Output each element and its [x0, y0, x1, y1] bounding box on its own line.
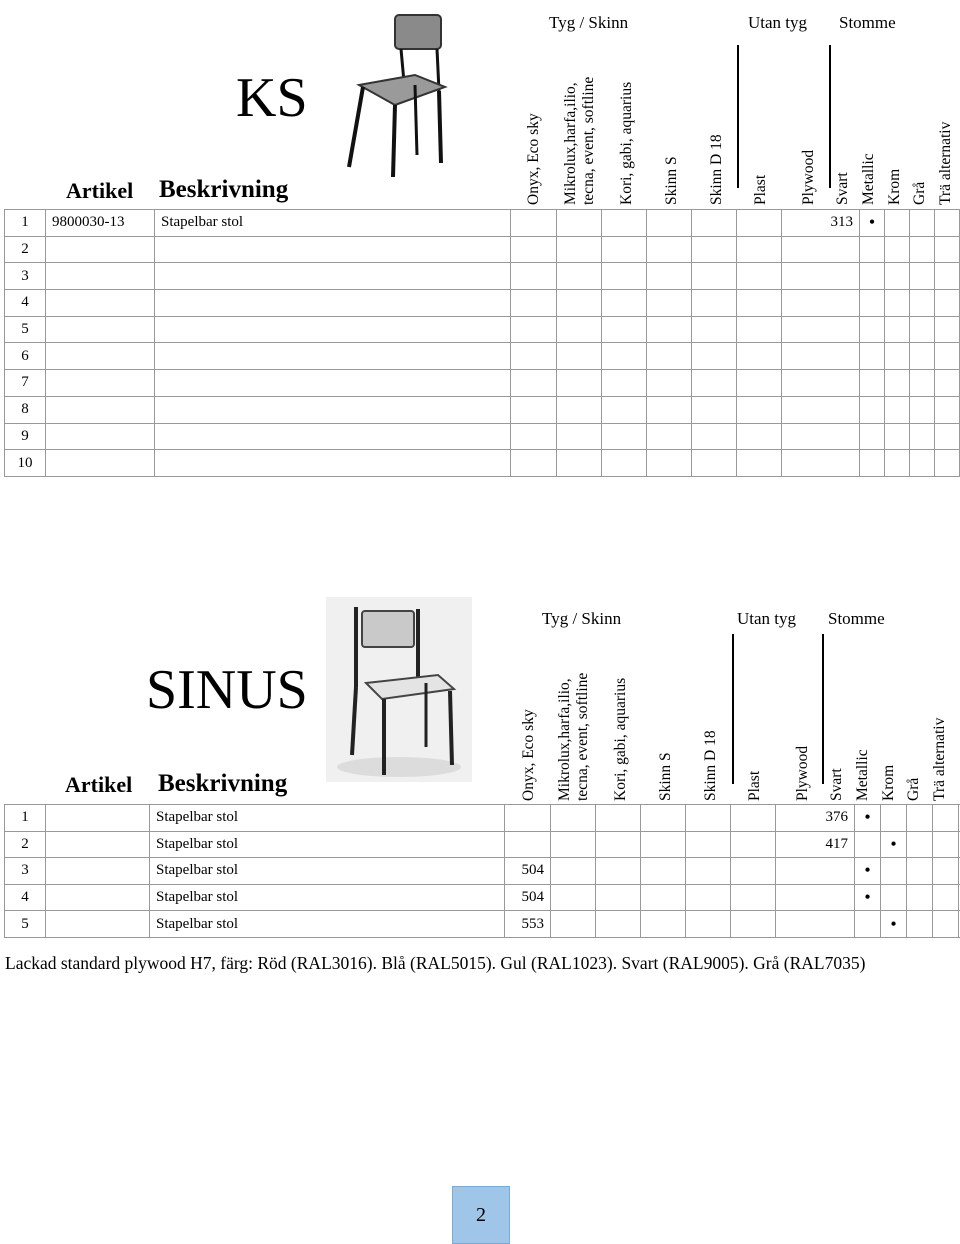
krom-cell — [907, 831, 933, 858]
metallic-cell — [885, 263, 910, 290]
kori-cell — [602, 370, 647, 397]
skinn-d18-cell — [692, 210, 737, 237]
plast-cell — [737, 290, 782, 317]
artikel-cell — [46, 396, 155, 423]
metallic-cell — [885, 210, 910, 237]
table-row — [5, 236, 960, 263]
option-header-krom: Krom — [880, 765, 898, 801]
plast-cell — [737, 450, 782, 477]
onyx-cell — [505, 805, 551, 832]
plast-cell — [737, 210, 782, 237]
beskrivning-cell: Stapelbar stol — [155, 210, 511, 237]
row-number: 6 — [5, 343, 46, 370]
col-header-beskrivning: Beskrivning — [159, 176, 288, 204]
metallic-cell — [881, 858, 907, 885]
skinn-s-cell — [647, 290, 692, 317]
skinn-s-cell — [647, 370, 692, 397]
group-header-frame: Stomme — [828, 609, 885, 629]
row-number: 10 — [5, 450, 46, 477]
option-header-tra: Trä alternativ — [937, 122, 955, 205]
mikrolux-cell — [557, 450, 602, 477]
gra-cell — [935, 343, 960, 370]
option-header-plast: Plast — [746, 771, 764, 801]
artikel-cell — [46, 884, 150, 911]
row-number: 2 — [5, 831, 46, 858]
onyx-cell — [511, 370, 557, 397]
onyx-cell — [511, 396, 557, 423]
svart-cell: • — [855, 805, 881, 832]
plast-cell — [731, 858, 776, 885]
plywood-cell — [782, 316, 860, 343]
kori-cell — [602, 236, 647, 263]
table-row — [5, 316, 960, 343]
beskrivning-cell: Stapelbar stol — [150, 805, 505, 832]
plast-cell — [731, 805, 776, 832]
beskrivning-cell — [155, 396, 511, 423]
mikrolux-cell — [557, 316, 602, 343]
group-header-no-fabric: Utan tyg — [737, 609, 796, 629]
option-header-kori: Kori, gabi, aquarius — [612, 678, 630, 801]
beskrivning-cell — [155, 236, 511, 263]
plywood-cell — [776, 884, 855, 911]
plast-cell — [737, 316, 782, 343]
row-number: 3 — [5, 263, 46, 290]
col-header-beskrivning: Beskrivning — [158, 770, 287, 798]
plywood-cell: 417 — [776, 831, 855, 858]
group-divider — [829, 45, 831, 188]
skinn-s-cell — [647, 316, 692, 343]
skinn-s-cell — [647, 210, 692, 237]
gra-cell — [933, 858, 959, 885]
krom-cell — [907, 884, 933, 911]
beskrivning-cell — [155, 450, 511, 477]
gra-cell — [935, 396, 960, 423]
svart-cell — [855, 911, 881, 938]
table-row — [5, 210, 960, 237]
onyx-cell: 504 — [505, 858, 551, 885]
svart-cell: • — [855, 884, 881, 911]
metallic-cell: • — [881, 831, 907, 858]
ks-chair-image — [335, 5, 455, 185]
option-header-krom: Krom — [886, 169, 904, 205]
onyx-cell — [511, 290, 557, 317]
table-row — [5, 805, 960, 832]
mikrolux-cell — [551, 805, 596, 832]
plast-cell — [731, 911, 776, 938]
plast-cell — [737, 236, 782, 263]
artikel-cell — [46, 858, 150, 885]
metallic-cell — [885, 450, 910, 477]
svart-cell — [860, 236, 885, 263]
skinn-s-cell — [647, 236, 692, 263]
sinus-article-table — [4, 804, 960, 938]
col-header-artikel: Artikel — [65, 772, 132, 798]
svart-cell — [855, 831, 881, 858]
group-divider — [737, 45, 739, 188]
row-number: 4 — [5, 290, 46, 317]
krom-cell — [910, 370, 935, 397]
artikel-cell: 9800030-13 — [46, 210, 155, 237]
skinn-s-cell — [647, 343, 692, 370]
option-header-skinn-s: Skinn S — [663, 156, 681, 205]
option-header-plywood: Plywood — [800, 150, 818, 205]
svart-cell — [860, 370, 885, 397]
svart-cell: • — [855, 858, 881, 885]
option-header-svart: Svart — [828, 768, 846, 801]
option-header-onyx: Onyx, Eco sky — [520, 709, 538, 801]
group-header-frame: Stomme — [839, 13, 896, 33]
metallic-cell — [881, 805, 907, 832]
onyx-cell: 504 — [505, 884, 551, 911]
option-header-gra: Grå — [905, 778, 923, 801]
table-row — [5, 831, 960, 858]
option-header-metallic: Metallic — [854, 749, 872, 801]
svart-cell: • — [860, 210, 885, 237]
table-row — [5, 858, 960, 885]
beskrivning-cell: Stapelbar stol — [150, 858, 505, 885]
svart-cell — [860, 263, 885, 290]
krom-cell — [910, 290, 935, 317]
metallic-cell — [885, 423, 910, 450]
gra-cell — [935, 263, 960, 290]
row-number: 2 — [5, 236, 46, 263]
option-header-plast: Plast — [752, 175, 770, 205]
skinn-s-cell — [641, 911, 686, 938]
plywood-cell — [782, 423, 860, 450]
artikel-cell — [46, 316, 155, 343]
mikrolux-cell — [557, 423, 602, 450]
krom-cell — [907, 858, 933, 885]
table-row — [5, 290, 960, 317]
skinn-s-cell — [647, 263, 692, 290]
skinn-d18-cell — [686, 805, 731, 832]
option-header-mikrolux-2: tecna, event, softline — [580, 77, 598, 205]
plywood-cell: 376 — [776, 805, 855, 832]
group-header-fabric: Tyg / Skinn — [542, 609, 621, 629]
plywood-cell: 313 — [782, 210, 860, 237]
table-row — [5, 911, 960, 938]
artikel-cell — [46, 450, 155, 477]
skinn-s-cell — [641, 805, 686, 832]
kori-cell — [596, 911, 641, 938]
option-header-metallic: Metallic — [860, 153, 878, 205]
mikrolux-cell — [557, 370, 602, 397]
row-number: 9 — [5, 423, 46, 450]
group-divider — [732, 634, 734, 784]
mikrolux-cell — [557, 263, 602, 290]
gra-cell — [933, 805, 959, 832]
kori-cell — [596, 858, 641, 885]
onyx-cell — [511, 263, 557, 290]
beskrivning-cell: Stapelbar stol — [150, 831, 505, 858]
metallic-cell — [881, 884, 907, 911]
beskrivning-cell: Stapelbar stol — [150, 884, 505, 911]
skinn-d18-cell — [686, 884, 731, 911]
skinn-d18-cell — [692, 370, 737, 397]
artikel-cell — [46, 831, 150, 858]
artikel-cell — [46, 423, 155, 450]
plywood-cell — [782, 263, 860, 290]
beskrivning-cell — [155, 370, 511, 397]
mikrolux-cell — [551, 911, 596, 938]
svart-cell — [860, 290, 885, 317]
plast-cell — [731, 884, 776, 911]
metallic-cell — [885, 316, 910, 343]
plywood-cell — [782, 396, 860, 423]
gra-cell — [935, 290, 960, 317]
artikel-cell — [46, 370, 155, 397]
beskrivning-cell — [155, 423, 511, 450]
onyx-cell — [511, 423, 557, 450]
option-header-svart: Svart — [834, 172, 852, 205]
beskrivning-cell — [155, 263, 511, 290]
krom-cell — [910, 236, 935, 263]
metallic-cell: • — [881, 911, 907, 938]
mikrolux-cell — [551, 858, 596, 885]
mikrolux-cell — [557, 236, 602, 263]
row-number: 8 — [5, 396, 46, 423]
kori-cell — [602, 290, 647, 317]
ks-article-table — [4, 209, 960, 477]
option-header-skinn-s: Skinn S — [657, 752, 675, 801]
metallic-cell — [885, 370, 910, 397]
group-divider — [822, 634, 824, 784]
skinn-d18-cell — [692, 236, 737, 263]
onyx-cell — [511, 343, 557, 370]
group-header-no-fabric: Utan tyg — [748, 13, 807, 33]
kori-cell — [596, 831, 641, 858]
svart-cell — [860, 396, 885, 423]
metallic-cell — [885, 236, 910, 263]
plast-cell — [737, 423, 782, 450]
skinn-d18-cell — [692, 263, 737, 290]
artikel-cell — [46, 805, 150, 832]
row-number: 4 — [5, 884, 46, 911]
gra-cell — [933, 911, 959, 938]
plywood-cell — [782, 343, 860, 370]
skinn-d18-cell — [686, 831, 731, 858]
row-number: 1 — [5, 805, 46, 832]
krom-cell — [910, 396, 935, 423]
footer-note: Lackad standard plywood H7, färg: Röd (RAL3016). Blå (RAL5015). Gul (RAL1023). Svart (RAL9005). Grå (RAL7035) — [5, 953, 865, 974]
product-title-ks: KS — [236, 70, 308, 126]
option-header-mikrolux-1: Mikrolux,harfa,ilio, — [556, 678, 574, 801]
option-header-plywood: Plywood — [794, 746, 812, 801]
plast-cell — [737, 263, 782, 290]
skinn-s-cell — [647, 450, 692, 477]
onyx-cell: 553 — [505, 911, 551, 938]
gra-cell — [935, 316, 960, 343]
table-row — [5, 884, 960, 911]
product-title-sinus: SINUS — [146, 662, 308, 718]
gra-cell — [933, 831, 959, 858]
gra-cell — [935, 236, 960, 263]
metallic-cell — [885, 396, 910, 423]
krom-cell — [910, 450, 935, 477]
option-header-kori: Kori, gabi, aquarius — [618, 82, 636, 205]
krom-cell — [907, 911, 933, 938]
plywood-cell — [782, 370, 860, 397]
sinus-chair-image — [326, 597, 472, 782]
table-row — [5, 370, 960, 397]
page-number: 2 — [452, 1186, 510, 1244]
kori-cell — [602, 423, 647, 450]
artikel-cell — [46, 911, 150, 938]
beskrivning-cell — [155, 343, 511, 370]
mikrolux-cell — [557, 396, 602, 423]
mikrolux-cell — [557, 343, 602, 370]
krom-cell — [907, 805, 933, 832]
option-header-tra: Trä alternativ — [931, 718, 949, 801]
plast-cell — [737, 370, 782, 397]
onyx-cell — [505, 831, 551, 858]
plywood-cell — [782, 290, 860, 317]
krom-cell — [910, 263, 935, 290]
svart-cell — [860, 316, 885, 343]
onyx-cell — [511, 210, 557, 237]
skinn-s-cell — [641, 858, 686, 885]
kori-cell — [602, 450, 647, 477]
plywood-cell — [776, 911, 855, 938]
krom-cell — [910, 423, 935, 450]
skinn-s-cell — [641, 831, 686, 858]
kori-cell — [602, 316, 647, 343]
skinn-d18-cell — [686, 911, 731, 938]
gra-cell — [935, 370, 960, 397]
row-number: 3 — [5, 858, 46, 885]
skinn-s-cell — [641, 884, 686, 911]
krom-cell — [910, 210, 935, 237]
krom-cell — [910, 316, 935, 343]
plywood-cell — [782, 236, 860, 263]
option-header-skinn-d18: Skinn D 18 — [708, 134, 726, 205]
skinn-d18-cell — [692, 290, 737, 317]
skinn-d18-cell — [692, 343, 737, 370]
row-number: 1 — [5, 210, 46, 237]
kori-cell — [596, 805, 641, 832]
svart-cell — [860, 450, 885, 477]
beskrivning-cell — [155, 290, 511, 317]
metallic-cell — [885, 343, 910, 370]
table-row — [5, 423, 960, 450]
option-header-gra: Grå — [911, 182, 929, 205]
svart-cell — [860, 423, 885, 450]
table-row — [5, 450, 960, 477]
mikrolux-cell — [551, 831, 596, 858]
skinn-s-cell — [647, 396, 692, 423]
artikel-cell — [46, 263, 155, 290]
skinn-d18-cell — [692, 316, 737, 343]
mikrolux-cell — [557, 210, 602, 237]
skinn-d18-cell — [686, 858, 731, 885]
plast-cell — [737, 343, 782, 370]
option-header-skinn-d18: Skinn D 18 — [702, 730, 720, 801]
plywood-cell — [782, 450, 860, 477]
row-number: 5 — [5, 316, 46, 343]
skinn-s-cell — [647, 423, 692, 450]
artikel-cell — [46, 290, 155, 317]
kori-cell — [602, 343, 647, 370]
gra-cell — [935, 450, 960, 477]
gra-cell — [933, 884, 959, 911]
table-row — [5, 396, 960, 423]
table-row — [5, 263, 960, 290]
plast-cell — [731, 831, 776, 858]
metallic-cell — [885, 290, 910, 317]
mikrolux-cell — [557, 290, 602, 317]
onyx-cell — [511, 450, 557, 477]
gra-cell — [935, 210, 960, 237]
beskrivning-cell — [155, 316, 511, 343]
beskrivning-cell: Stapelbar stol — [150, 911, 505, 938]
gra-cell — [935, 423, 960, 450]
skinn-d18-cell — [692, 396, 737, 423]
svart-cell — [860, 343, 885, 370]
plywood-cell — [776, 858, 855, 885]
row-number: 5 — [5, 911, 46, 938]
table-row — [5, 343, 960, 370]
col-header-artikel: Artikel — [66, 178, 133, 204]
row-number: 7 — [5, 370, 46, 397]
onyx-cell — [511, 236, 557, 263]
option-header-mikrolux-1: Mikrolux,harfa,ilio, — [562, 82, 580, 205]
krom-cell — [910, 343, 935, 370]
group-header-fabric: Tyg / Skinn — [549, 13, 628, 33]
skinn-d18-cell — [692, 423, 737, 450]
kori-cell — [602, 396, 647, 423]
kori-cell — [602, 210, 647, 237]
option-header-mikrolux-2: tecna, event, softline — [574, 673, 592, 801]
artikel-cell — [46, 236, 155, 263]
artikel-cell — [46, 343, 155, 370]
kori-cell — [602, 263, 647, 290]
option-header-onyx: Onyx, Eco sky — [525, 113, 543, 205]
plast-cell — [737, 396, 782, 423]
skinn-d18-cell — [692, 450, 737, 477]
onyx-cell — [511, 316, 557, 343]
mikrolux-cell — [551, 884, 596, 911]
kori-cell — [596, 884, 641, 911]
